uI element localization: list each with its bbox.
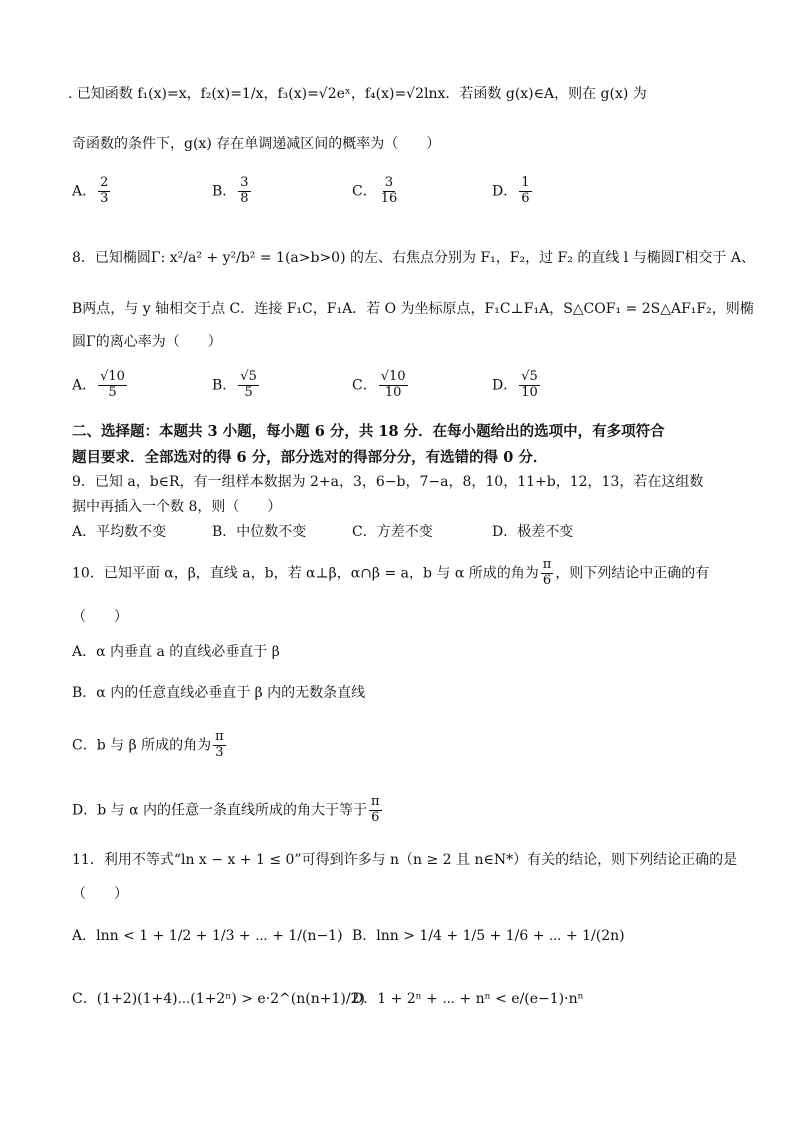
q10-option-d-fraction: $\frac{\pi}{6}$ bbox=[371, 794, 380, 825]
q11-option-b[interactable]: B．lnn > 1/4 + 1/5 + 1/6 + ⋯ + 1/(2n) bbox=[352, 928, 625, 944]
q8-option-a[interactable]: A． $\frac{√10}{5}$ bbox=[72, 369, 125, 400]
q8-stem-line1: 8．已知椭圆Γ: x²/a² + y²/b² = 1(a>b>0) 的左、右焦点分别为 F₁，F₂，过 F₂ 的直线 l 与椭圆Γ相交于 A、 bbox=[72, 250, 755, 266]
q8-option-c-fraction: $\frac{√10}{10}$ bbox=[380, 369, 406, 400]
q9-stem-line1: 9．已知 a，b∈R，有一组样本数据为 2+a，3，6−b，7−a，8，10，11+b，12，13，若在这组数 bbox=[72, 474, 704, 490]
q8-option-d-fraction: $\frac{√5}{10}$ bbox=[521, 369, 538, 400]
q11-option-a[interactable]: A．lnn < 1 + 1/2 + 1/3 + ⋯ + 1/(n−1) bbox=[72, 928, 343, 944]
q10-stem-line1: 10．已知平面 α，β，直线 a，b，若 α⊥β，α∩β = a，b 与 α 所成的角为 $\frac{\pi}{6}$ ，则下列结论中正确的有 bbox=[72, 557, 710, 588]
q9-option-a[interactable]: A．平均数不变 bbox=[72, 524, 167, 540]
q8-stem-line3: 圆Γ的离心率为（ ） bbox=[72, 334, 222, 350]
section2-heading-line1: 二、选择题：本题共 3 小题，每小题 6 分，共 18 分．在每小题给出的选项中，有多项符合 bbox=[72, 423, 665, 440]
q7-option-a[interactable]: A． $\frac{2}{3}$ bbox=[72, 175, 109, 206]
q7-option-c[interactable]: C． $\frac{3}{16}$ bbox=[352, 175, 398, 206]
q8-option-b-fraction: $\frac{√5}{5}$ bbox=[240, 369, 257, 400]
q8-stem-line2: B两点，与 y 轴相交于点 C．连接 F₁C，F₁A．若 O 为坐标原点，F₁C⊥F₁A，S△COF₁ = 2S△AF₁F₂，则椭 bbox=[72, 301, 754, 317]
section2-heading-line2: 题目要求．全部选对的得 6 分，部分选对的得部分分，有选错的得 0 分． bbox=[72, 449, 548, 466]
q7-option-d[interactable]: D． $\frac{1}{6}$ bbox=[492, 175, 530, 206]
q8-option-a-fraction: $\frac{√10}{5}$ bbox=[100, 369, 125, 400]
q10-option-a[interactable]: A．α 内垂直 a 的直线必垂直于 β bbox=[72, 644, 280, 660]
q10-option-b[interactable]: B．α 内的任意直线必垂直于 β 内的无数条直线 bbox=[72, 685, 366, 701]
q7-option-a-fraction: $\frac{2}{3}$ bbox=[100, 175, 109, 206]
q7-stem-line2: 奇函数的条件下，g(x) 存在单调递减区间的概率为（ ） bbox=[72, 136, 441, 152]
q8-option-b[interactable]: B． $\frac{√5}{5}$ bbox=[212, 369, 257, 400]
q7-option-d-fraction: $\frac{1}{6}$ bbox=[521, 175, 530, 206]
q11-stem-line2: （ ） bbox=[72, 886, 128, 902]
q9-stem-line2: 据中再插入一个数 8，则（ ） bbox=[72, 499, 282, 515]
q11-option-c[interactable]: C．(1+2)(1+4)⋯(1+2ⁿ) > e·2^(n(n+1)/2) bbox=[72, 991, 365, 1007]
q10-option-d[interactable]: D．b 与 α 内的任意一条直线所成的角大于等于 $\frac{\pi}{6}$ bbox=[72, 794, 380, 825]
q10-stem-fraction: $\frac{\pi}{6}$ bbox=[542, 557, 552, 588]
q11-stem-line1: 11．利用不等式“ln x − x + 1 ≤ 0”可得到许多与 n（n ≥ 2 且 n∈N*）有关的结论，则下列结论正确的是 bbox=[72, 852, 738, 868]
q11-option-d[interactable]: D．1 + 2ⁿ + ⋯ + nⁿ < e/(e−1)·nⁿ bbox=[352, 991, 584, 1007]
q8-option-c[interactable]: C． $\frac{√10}{10}$ bbox=[352, 369, 406, 400]
q7-option-b-fraction: $\frac{3}{8}$ bbox=[240, 175, 249, 206]
q9-option-c[interactable]: C．方差不变 bbox=[352, 524, 433, 540]
q7-option-b[interactable]: B． $\frac{3}{8}$ bbox=[212, 175, 249, 206]
q7-option-c-fraction: $\frac{3}{16}$ bbox=[380, 175, 398, 206]
q9-option-b[interactable]: B．中位数不变 bbox=[212, 524, 307, 540]
q10-option-c[interactable]: C．b 与 β 所成的角为 $\frac{\pi}{3}$ bbox=[72, 729, 224, 760]
q8-option-d[interactable]: D． $\frac{√5}{10}$ bbox=[492, 369, 538, 400]
q10-stem-line2: （ ） bbox=[72, 609, 128, 625]
q10-option-c-fraction: $\frac{\pi}{3}$ bbox=[215, 729, 224, 760]
q7-stem-line1: . 已知函数 f₁(x)=x，f₂(x)=1/x，f₃(x)=√2eˣ，f₄(x)=√2lnx．若函数 g(x)∈A，则在 g(x) 为 bbox=[68, 86, 647, 102]
q9-option-d[interactable]: D．极差不变 bbox=[492, 524, 574, 540]
